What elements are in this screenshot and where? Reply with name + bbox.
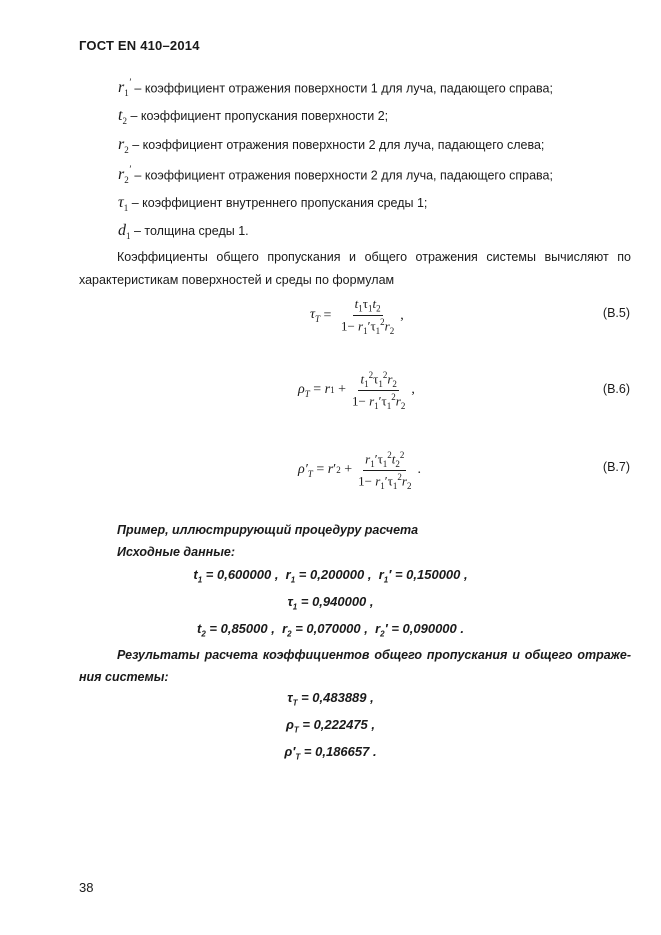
result-rho-t-prime: $\rho'_T = 0,186657$ . (284, 744, 377, 762)
document-code: ГОСТ EN 410–2014 (79, 38, 200, 53)
formula-number-b7: (В.7) (602, 460, 630, 474)
definition-text: – толщина среды 1. (133, 224, 249, 238)
formula-b6: $\rho_T$ = r 1 + $\frac{t_1^2\tau_1^2r_2}{1- r_1'\tau_1^2r_2}$ , (298, 370, 415, 411)
definition-d1: $d_1$ – толщина среды 1. (118, 222, 249, 242)
example-input-line-3: $t_2 = 0,85000$ , $r_2 = 0,070000$ , $r_2' = 0,090000$ . (196, 621, 465, 639)
formula-b7: $\rho'_T$ = r ′ 2 + $\frac{r_1'\tau_1^2t_2^2}{1- r_1'\tau_1^2r_2}$ . (298, 450, 421, 491)
definition-r1-prime: $r_1'$ – коэффициент отражения поверхности 1 для луча, падающего справа; (118, 78, 553, 99)
example-input-line-1: $t_1 = 0,600000$ , $r_1 = 0,200000$ , $r_1' = 0,150000$ , (193, 567, 468, 585)
definition-text: – коэффициент пропускания поверхности 2; (130, 109, 389, 123)
result-rho-t: $\rho_T = 0,222475$ , (285, 717, 376, 735)
page-number: 38 (79, 880, 94, 895)
intro-paragraph: Коэффициенты общего пропускания и общего отражения системы вычисляют по характеристикам поверхностей и среды по формулам (79, 250, 631, 287)
formula-number-b6: (В.6) (602, 382, 630, 396)
definition-text: – коэффициент отражения поверхности 2 для луча, падающего справа; (134, 168, 553, 183)
formula-b5: $\tau_T$ = $\frac{t_1\tau_1t_2}{1- r_1'\tau_1^2r_2}$ , (310, 296, 404, 336)
definition-text: – коэффициент отражения поверхности 2 для луча, падающего слева; (132, 138, 545, 152)
definition-t2: $t_2$ – коэффициент пропускания поверхности 2; (118, 107, 389, 127)
example-title: Пример, иллюстрирующий процедуру расчета (117, 523, 419, 537)
formula-number-b5: (В.5) (602, 306, 630, 320)
definition-text: – коэффициент отражения поверхности 1 для луча, падающего справа; (134, 81, 553, 96)
result-tau-t: $\tau_T = 0,483889$ , (287, 690, 374, 708)
definition-text: – коэффициент внутреннего пропускания среды 1; (131, 196, 428, 210)
example-input-line-2: $\tau_1 = 0,940000$ , (287, 594, 374, 612)
definition-r2: $r_2$ – коэффициент отражения поверхности 2 для луча, падающего слева; (118, 136, 545, 156)
definition-tau1: $\tau_1$ – коэффициент внутреннего пропускания среды 1; (118, 194, 428, 214)
example-results-label: Результаты расчета коэффициентов общего пропускания и общего отраже-ния системы: (79, 648, 631, 684)
example-input-label: Исходные данные: (117, 545, 235, 559)
definition-r2-prime: $r_2'$ – коэффициент отражения поверхности 2 для луча, падающего справа; (118, 165, 553, 186)
